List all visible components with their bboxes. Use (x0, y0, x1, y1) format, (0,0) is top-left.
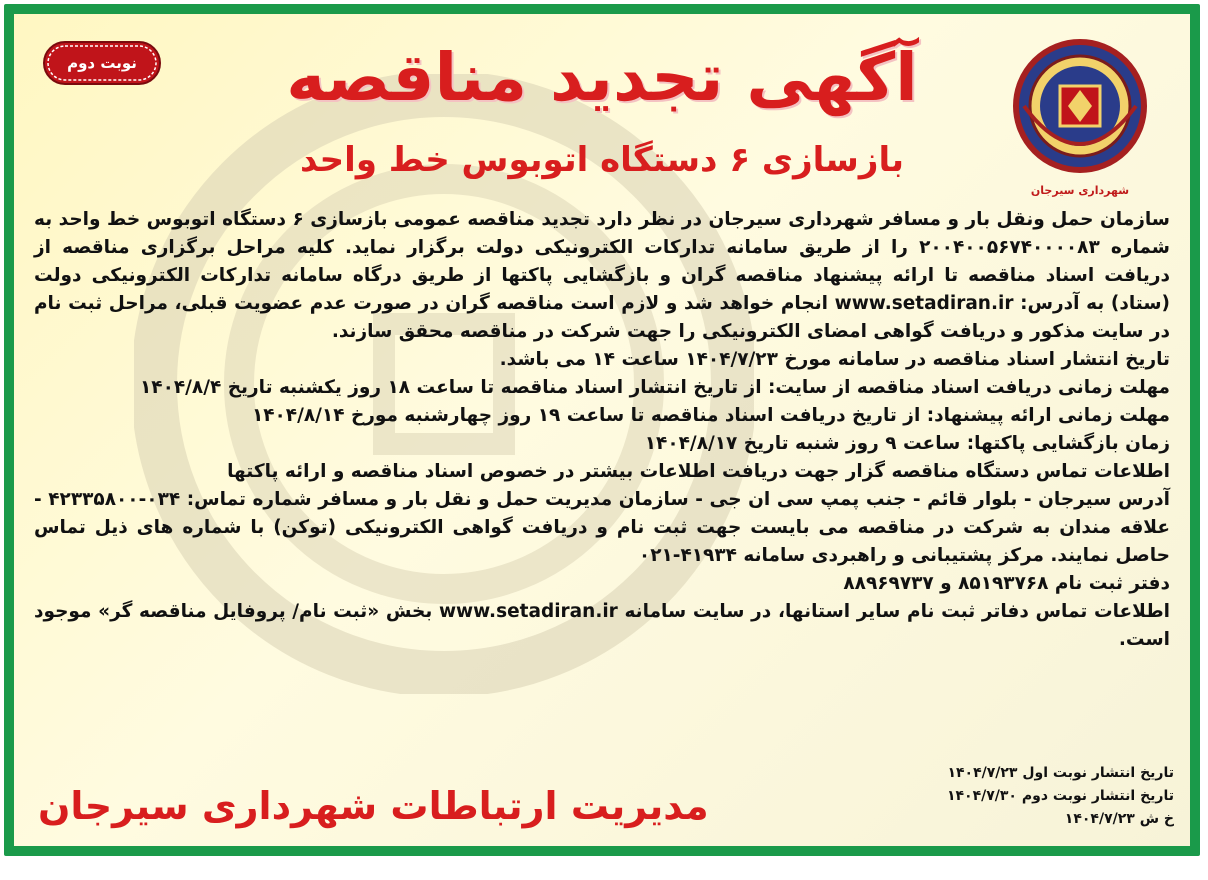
paragraph-other-provinces: اطلاعات تماس دفاتر ثبت نام سایر استانها، در سایت سامانه www.setadiran.ir بخش «ثبت نام/ پروفایل مناقصه گر» موجود است. (34, 601, 1170, 650)
first-publication-date: تاریخ انتشار نوبت اول ۱۴۰۴/۷/۲۳ (947, 765, 1174, 781)
round-badge-label: نوبت دوم (67, 54, 137, 72)
ad-panel (14, 14, 1190, 846)
footer-signature: مدیریت ارتباطات شهرداری سیرجان (38, 784, 709, 828)
second-publication-date: تاریخ انتشار نوبت دوم ۱۴۰۴/۷/۳۰ (946, 788, 1174, 804)
logo-caption: شهرداری سیرجان (1030, 184, 1130, 197)
paragraph-opening-time: زمان بازگشایی پاکتها: ساعت ۹ روز شنبه تاریخ ۱۴۰۴/۸/۱۷ (644, 433, 1170, 454)
paragraph-bid-deadline: مهلت زمانی ارائه پیشنهاد: از تاریخ دریافت اسناد مناقصه تا ساعت ۱۹ روز چهارشنبه مورخ ۱۴۰۴/۸/۱۴ (251, 405, 1170, 426)
ad-body (34, 206, 1170, 654)
paragraph-document-deadline: مهلت زمانی دریافت اسناد مناقصه از سایت: از تاریخ انتشار اسناد مناقصه تا ساعت ۱۸ روز یکشنبه تاریخ ۱۴۰۴/۸/۴ (139, 377, 1170, 398)
publication-code: خ ش ۱۴۰۴/۷/۲۳ (1064, 811, 1174, 827)
paragraph-contact-heading: اطلاعات تماس دستگاه مناقصه گزار جهت دریافت اطلاعات بیشتر در خصوص اسناد مناقصه و ارائه پاکتها (227, 461, 1170, 482)
ad-frame (4, 4, 1200, 856)
ad-subtitle: بازسازی ۶ دستگاه اتوبوس خط واحد (300, 140, 904, 180)
municipality-logo (1010, 32, 1150, 202)
paragraph-address: آدرس سیرجان - بلوار قائم - جنب پمپ سی ان جی - سازمان مدیریت حمل و نقل بار و مسافر شماره تماس: ۰۳۴-۴۲۳۳۵۸۰۰ - علاقه مندان به شرکت در مناقصه می بایست جهت ثبت نام و دریافت گواهی الکترونیکی (توکن) با شماره های ذیل تماس حاصل نمایند. مرکز پشتیبانی و راهبردی سامانه ۴۱۹۳۴-۰۲۱ (34, 489, 1170, 566)
ad-title: آگهی تجدید مناقصه (286, 39, 918, 116)
paragraph-registration-office: دفتر ثبت نام ۸۵۱۹۳۷۶۸ و ۸۸۹۶۹۷۳۷ (843, 573, 1170, 594)
paragraph-intro: سازمان حمل ونقل بار و مسافر شهرداری سیرجان در نظر دارد تجدید مناقصه عمومی بازسازی ۶ دستگاه اتوبوس خط واحد به شماره ۲۰۰۴۰۰۵۶۷۴۰۰۰۰۸۳ را از طریق سامانه تدارکات الکترونیکی دولت برگزار نماید. کلیه مراحل برگزاری مناقصه از دریافت اسناد مناقصه تا ارائه پیشنهاد مناقصه گران و بازگشایی پاکتها از طریق درگاه سامانه تدارکات الکترونیکی دولت (ستاد) به آدرس: www.setadiran.ir انجام خواهد شد و لازم است مناقصه گران در صورت عدم عضویت قبلی، مراحل ثبت نام در سایت مذکور و دریافت گواهی امضای الکترونیکی را جهت شرکت در مناقصه محقق سازند. (34, 209, 1170, 342)
paragraph-publish-date: تاریخ انتشار اسناد مناقصه در سامانه مورخ ۱۴۰۴/۷/۲۳ ساعت ۱۴ می باشد. (499, 349, 1170, 370)
